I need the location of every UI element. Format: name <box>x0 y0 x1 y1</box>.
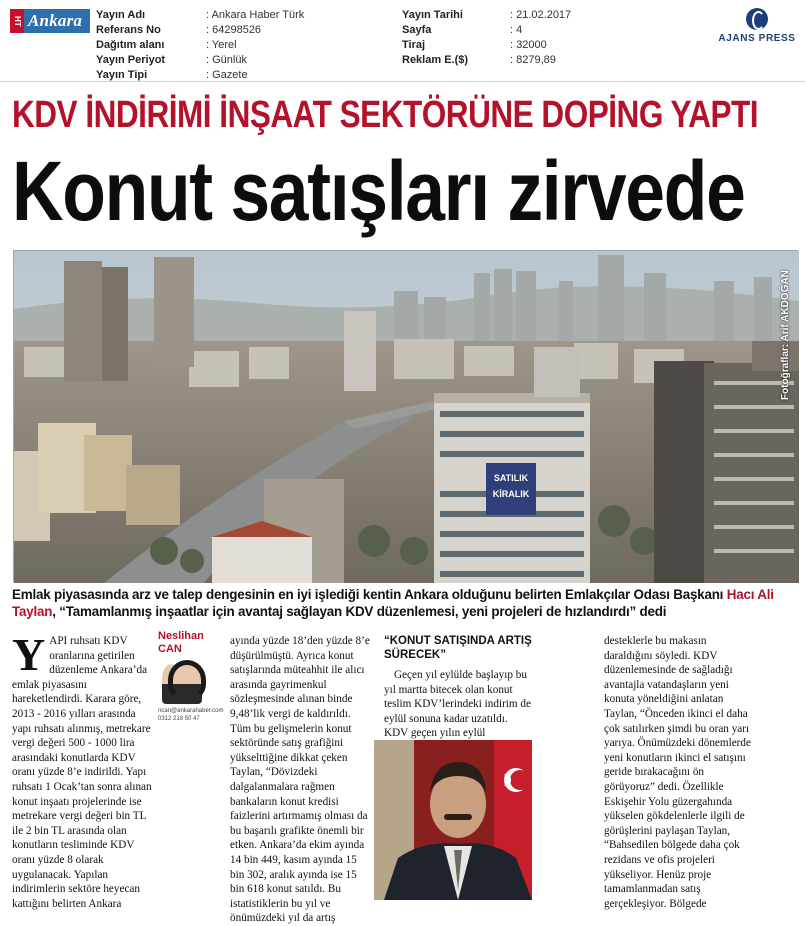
publication-logo-text: Ankara <box>28 11 83 30</box>
meta-row <box>402 8 571 23</box>
column-text: desteklerle bu makasın daraldığını söyledi. KDV düzenlemesinde de sağladığı avantajla vatandaşların yeni konuta yöneldiğini anlatan Taylan, “Önceden ikinci el daha çok satılırken şimdi bu oran yarı yarıya. Önümüzdeki dönemlerde yeni konutların ikinci el satışını geride bırakacağını ön görüyoruz” dedi. Özellikle Eskişehir Yolu güzergahında yükselen gökdelenlerle ilgili de görüşlerini paylaşan Taylan, “Bahsedilen bölgede daha çok rezidans ve ofis projeleri yükseliyor. Henüz proje tamamlanmadan satış gerçekleşiyor. Bölgede <box>604 635 751 910</box>
meta-value: : 8279,89 <box>510 54 556 66</box>
meta-left-column <box>96 8 304 83</box>
body-column-4 <box>604 634 754 911</box>
meta-row <box>96 68 304 83</box>
meta-value: : Günlük <box>206 54 247 66</box>
body-column-2 <box>230 634 370 926</box>
publication-logo <box>10 9 90 33</box>
column-text: ayında yüzde 18’den yüzde 8’e düşürülmüştü. Ayrıca konut satışlarında müteahhit ile alıcı arasında gayrimenkul sözleşmesinde alınan binde 9,48’lik vergi de kaldırıldı. Tüm bu gelişmelerin konut sektöründe satış grafiğini yükselttiğine dikkat çeken Taylan, “Dövizdeki dalgalanmalara rağmen bankaların konut kredisi faizlerini artırmamış olması da bu başarılı grafikte önemli bir etken. Ankara’da ekim ayında 14 bin 449, kasım ayında 15 bin 302, aralık ayında ise 15 bin 618 konut satıldı. Bu istatistiklerin bu yıl ve önümüzdeki yıl da artış <box>230 635 370 925</box>
meta-key: Reklam E.($) <box>402 54 469 66</box>
author-last-name: CAN <box>158 643 182 655</box>
body-column-1 <box>12 629 152 911</box>
meta-key: Dağıtım alanı <box>96 39 165 51</box>
lead-person-name: Hacı Ali Taylan <box>12 587 774 619</box>
column-text: API ruhsatı KDV oranlarına getirilen düzenleme Ankara’da emlak piyasasını hareketlendirdi. Karara göre, 2013 - 2016 yılları arasında yapı ruhsatı alınmış, metrekare vergi değeri 500 - 1000 lira arasındaki konutlarda KDV oranı yüzde 8’e indirildi. Yapı ruhsatı 1 Ocak’tan sonra alınan konut inşaatı projelerinde ise metrekare vergi değeri bin TL ile 2 bin TL arasında olan konutların tesliminde KDV oranı yüzde 8 olarak uygulanacak. Yapılan indirimlerin sektöre heyecan kattığını belirten Ankara <box>12 635 152 910</box>
meta-row <box>96 23 304 38</box>
agency-logo <box>712 8 802 44</box>
photo-credit: Fotoğraflar: Arif AKDOĞAN <box>780 270 791 400</box>
meta-value: : Yerel <box>206 39 237 51</box>
meta-row <box>402 53 571 68</box>
globe-icon <box>746 8 768 30</box>
official-portrait <box>374 740 532 900</box>
body-column-3 <box>384 634 532 741</box>
banner-text-sale: SATILIK <box>493 473 529 483</box>
author-photo <box>162 660 202 704</box>
meta-key: Sayfa <box>402 24 432 36</box>
article-headline: Konut satışları zirvede <box>12 144 745 238</box>
meta-value: : 64298526 <box>206 24 262 36</box>
meta-value: : 21.02.2017 <box>510 9 572 21</box>
meta-key: Yayın Tipi <box>96 69 148 81</box>
meta-row <box>96 53 304 68</box>
cityscape-photo <box>13 250 798 582</box>
meta-row <box>96 8 304 23</box>
section-subheading: “KONUT SATIŞINDA ARTIŞ SÜRECEK” <box>384 635 532 661</box>
author-byline <box>158 630 228 723</box>
meta-row <box>402 23 571 38</box>
meta-key: Yayın Periyot <box>96 54 166 66</box>
article-kicker: KDV İNDİRİMİ İNŞAAT SEKTÖRÜNE DOPİNG YAPTI <box>12 94 759 136</box>
article-body <box>12 628 798 925</box>
lead-quote: , “Tamamlanmış inşaatlar için avantaj sağlayan KDV düzenlemesi, yeni projeleri de hızlandırdı” dedi <box>52 604 667 619</box>
author-first-name: Neslihan <box>158 630 204 642</box>
meta-right-column <box>402 8 571 68</box>
portrait-illustration <box>374 740 532 900</box>
article-lead <box>12 586 800 620</box>
meta-key: Yayın Adı <box>96 9 146 21</box>
meta-value: : 4 <box>510 24 523 36</box>
banner-text-rent: KİRALIK <box>492 489 530 499</box>
meta-key: Yayın Tarihi <box>402 9 463 21</box>
clipping-header <box>0 0 805 82</box>
meta-key: Tiraj <box>402 39 426 51</box>
meta-value: : 32000 <box>510 39 547 51</box>
cityscape-illustration <box>14 251 799 583</box>
agency-name: AJANS PRESS <box>718 33 796 44</box>
meta-key: Referans No <box>96 24 161 36</box>
meta-value: : Gazete <box>206 69 248 81</box>
lead-text: Emlak piyasasında arz ve talep dengesinin en iyi işlediği kentin Ankara olduğunu belirten Emlakçılar Odası Başkanı <box>12 587 727 602</box>
column-text: Geçen yıl eylülde başlayıp bu yıl martta bitecek olan konut teslim KDV’lerindeki indirim de eylül sonuna kadar uzatıldı. KDV geçen yılın eylül <box>384 669 531 740</box>
meta-value: : Ankara Haber Türk <box>206 9 305 21</box>
meta-row <box>402 38 571 53</box>
author-contact: ncan@ankarahaber.com 0312 218 50 47 <box>158 708 224 722</box>
logo-tag: HT <box>10 9 24 33</box>
meta-row <box>96 38 304 53</box>
drop-cap: Y <box>12 629 46 680</box>
